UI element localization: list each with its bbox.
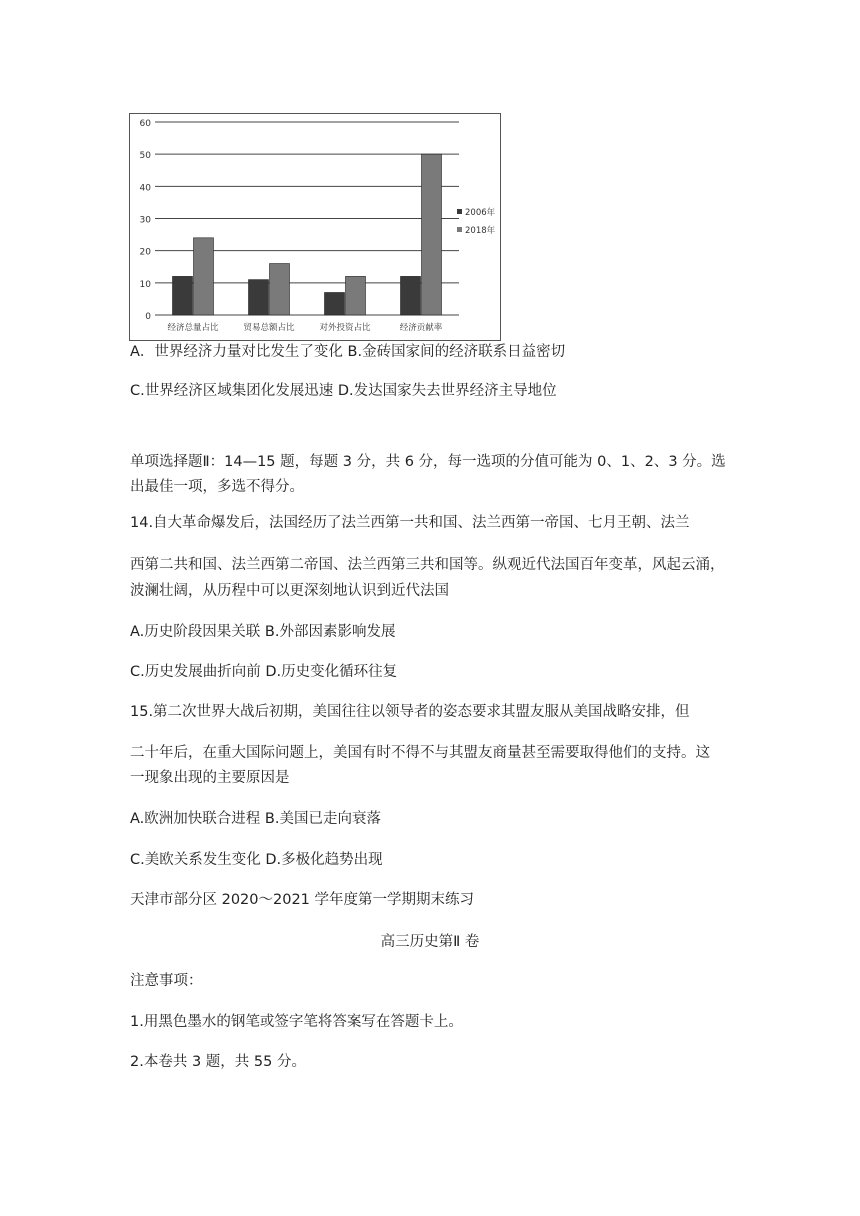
notes-item-1: 1.用黑色墨水的钢笔或签字笔将答案写在答题卡上。	[130, 1014, 463, 1030]
bar-series1	[173, 276, 193, 315]
x-tick-label: 经济总量占比	[167, 323, 219, 333]
q15-stem-line-1: 15.第二次世界大战后初期，美国往往以领导者的姿态要求其盟友服从美国战略安排，但	[130, 704, 690, 720]
q14-stem-line-3: 波澜壮阔，从历程中可以更深刻地认识到近代法国	[130, 583, 449, 599]
y-tick-label: 60	[139, 119, 151, 129]
bar-chart-svg	[129, 113, 501, 341]
notes-heading: 注意事项：	[130, 973, 203, 989]
bar-series1	[249, 280, 269, 315]
legend-swatch	[457, 227, 462, 232]
bar-chart	[129, 113, 501, 341]
q13-options-line-1: A．世界经济力量对比发生了变化 B.金砖国家间的经济联系日益密切	[130, 344, 566, 360]
q14-options-line-2: C.历史发展曲折向前 D.历史变化循环往复	[130, 664, 398, 680]
bar-series2	[270, 264, 290, 315]
q15-options-line-1: A.欧洲加快联合进程 B.美国已走向衰落	[130, 811, 381, 827]
paper-title: 高三历史第Ⅱ 卷	[380, 934, 480, 950]
x-tick-label: 对外投资占比	[319, 323, 371, 333]
bar-series1	[401, 276, 421, 315]
bar-series2	[346, 276, 366, 315]
q15-stem-line-2: 二十年后，在重大国际问题上，美国有时不得不与其盟友商量甚至需要取得他们的支持。这	[130, 745, 710, 761]
section2-instruction-line-1: 单项选择题Ⅱ：14—15 题，每题 3 分，共 6 分，每一选项的分值可能为 0、1、2、3 分。选	[130, 454, 726, 470]
bar-series2	[422, 154, 442, 315]
y-tick-label: 30	[139, 215, 151, 226]
y-tick-label: 40	[139, 183, 151, 194]
q15-stem-line-3: 一现象出现的主要原因是	[130, 770, 290, 786]
q15-options-line-2: C.美欧关系发生变化 D.多极化趋势出现	[130, 852, 383, 868]
exam-header: 天津市部分区 2020～2021 学年度第一学期期末练习	[130, 892, 475, 908]
x-tick-label: 经济贡献率	[399, 323, 443, 333]
bar-series2	[194, 238, 214, 315]
notes-item-2: 2.本卷共 3 题，共 55 分。	[130, 1054, 306, 1070]
legend-label: 2018年	[465, 226, 496, 236]
y-tick-label: 20	[139, 247, 151, 258]
y-tick-label: 50	[139, 151, 151, 162]
y-tick-label: 10	[139, 279, 151, 290]
legend-swatch	[457, 209, 462, 214]
q14-stem-line-2: 西第二共和国、法兰西第二帝国、法兰西第三共和国等。纵观近代法国百年变革，风起云涌，	[130, 557, 725, 573]
x-tick-label: 贸易总额占比	[243, 323, 295, 333]
section2-instruction-line-2: 出最佳一项，多选不得分。	[130, 479, 304, 495]
y-tick-label: 0	[145, 312, 151, 322]
legend-label: 2006年	[465, 208, 496, 218]
q14-stem-line-1: 14.自大革命爆发后，法国经历了法兰西第一共和国、法兰西第一帝国、七月王朝、法兰	[130, 515, 690, 531]
bar-series1	[325, 292, 345, 315]
q14-options-line-1: A.历史阶段因果关联 B.外部因素影响发展	[130, 624, 396, 640]
q13-options-line-2: C.世界经济区域集团化发展迅速 D.发达国家失去世界经济主导地位	[130, 383, 557, 399]
